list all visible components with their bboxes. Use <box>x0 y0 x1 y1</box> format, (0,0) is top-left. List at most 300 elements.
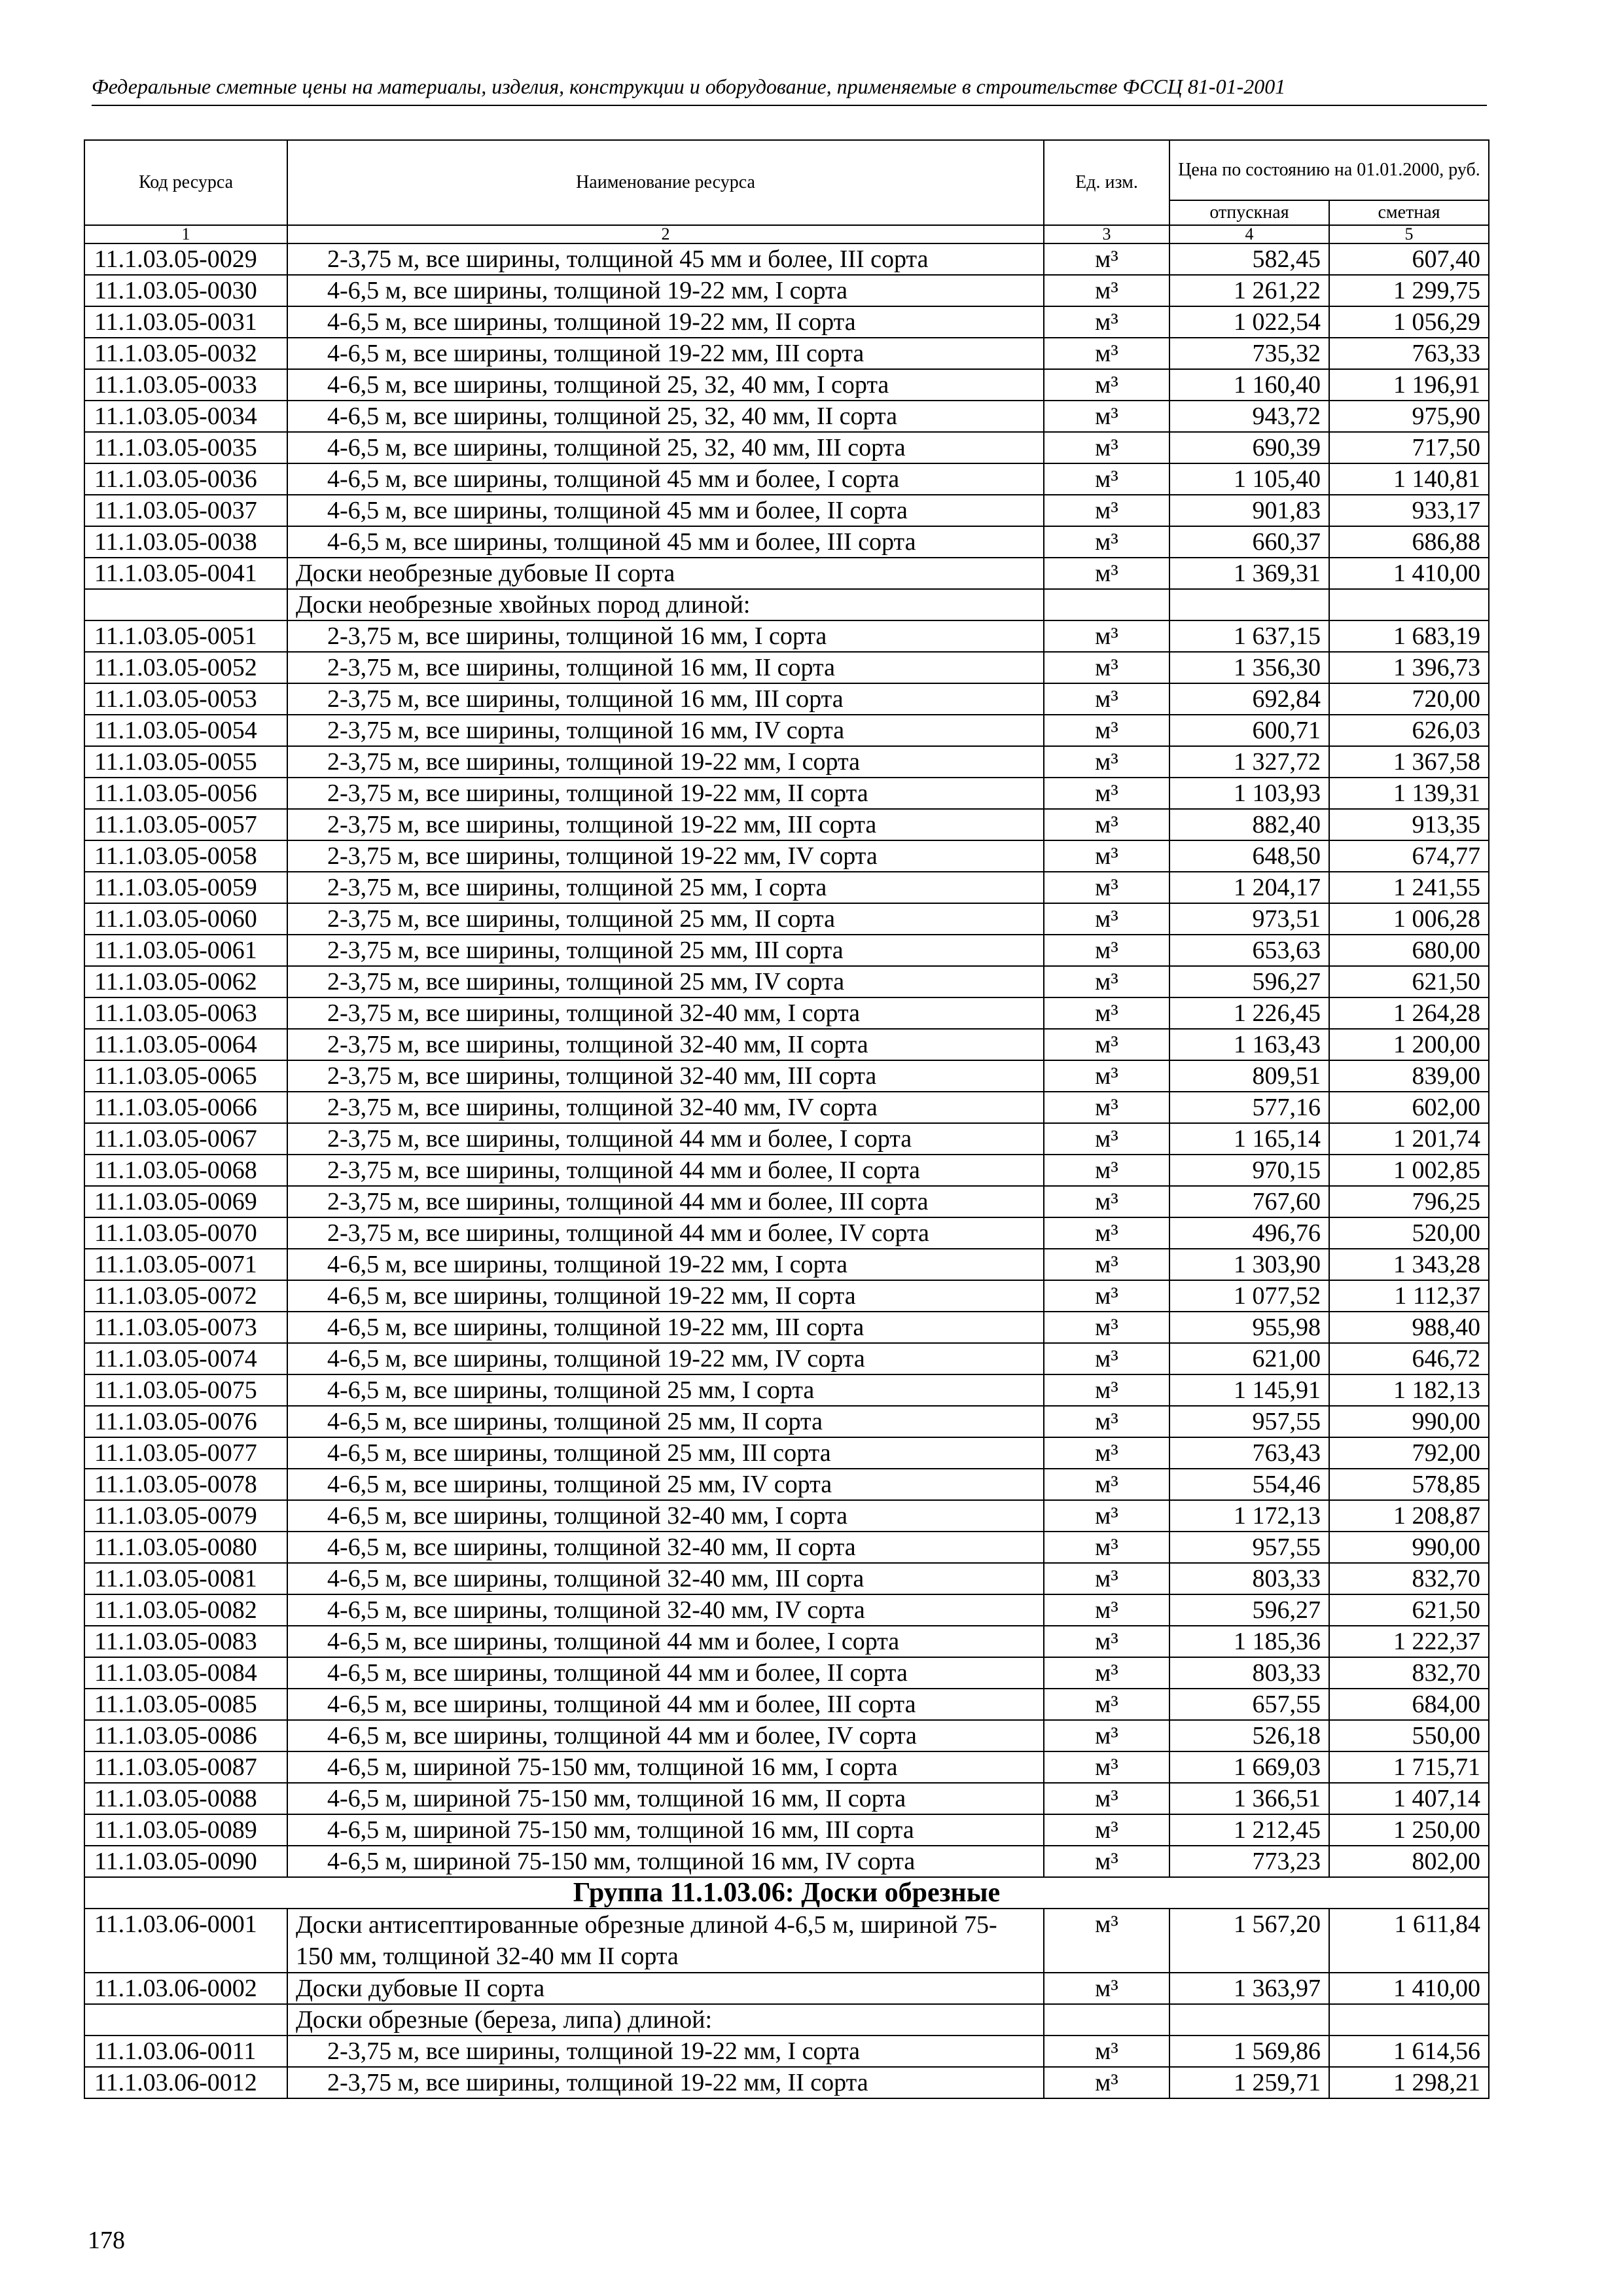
code-cell: 11.1.03.05-0079 <box>84 1500 287 1532</box>
table-row <box>84 1186 1489 1217</box>
unit-cell: м³ <box>1044 463 1169 495</box>
code-cell: 11.1.03.05-0052 <box>84 652 287 683</box>
name-cell: 2-3,75 м, все ширины, толщиной 32-40 мм, I сорта <box>287 997 1044 1029</box>
release-price-cell: 973,51 <box>1169 903 1329 935</box>
unit-cell: м³ <box>1044 338 1169 369</box>
name-cell: 4-6,5 м, все ширины, толщиной 19-22 мм, IV сорта <box>287 1343 1044 1374</box>
unit-cell: м³ <box>1044 369 1169 401</box>
table-row <box>84 1751 1489 1783</box>
release-price-cell: 1 145,91 <box>1169 1374 1329 1406</box>
estimate-price-cell: 1 200,00 <box>1329 1029 1489 1060</box>
code-cell: 11.1.03.05-0078 <box>84 1469 287 1500</box>
table-row <box>84 369 1489 401</box>
estimate-price-cell: 1 006,28 <box>1329 903 1489 935</box>
release-price-cell: 773,23 <box>1169 1846 1329 1877</box>
unit-cell: м³ <box>1044 1751 1169 1783</box>
estimate-price-cell: 1 410,00 <box>1329 558 1489 589</box>
estimate-price-cell: 975,90 <box>1329 401 1489 432</box>
unit-cell: м³ <box>1044 840 1169 872</box>
estimate-price-cell: 1 367,58 <box>1329 746 1489 778</box>
unit-cell: м³ <box>1044 1060 1169 1092</box>
release-price-cell: 957,55 <box>1169 1406 1329 1437</box>
code-cell: 11.1.03.05-0071 <box>84 1249 287 1280</box>
unit-cell: м³ <box>1044 903 1169 935</box>
name-cell: 4-6,5 м, все ширины, толщиной 19-22 мм, II сорта <box>287 306 1044 338</box>
name-cell: 4-6,5 м, все ширины, толщиной 44 мм и более, III сорта <box>287 1689 1044 1720</box>
table-row <box>84 1783 1489 1814</box>
table-row <box>84 1594 1489 1626</box>
estimate-price-cell: 550,00 <box>1329 1720 1489 1751</box>
release-price-cell: 554,46 <box>1169 1469 1329 1500</box>
estimate-price-cell: 832,70 <box>1329 1657 1489 1689</box>
release-price-cell: 901,83 <box>1169 495 1329 526</box>
name-cell: 4-6,5 м, все ширины, толщиной 19-22 мм, I сорта <box>287 275 1044 306</box>
name-cell: 2-3,75 м, все ширины, толщиной 19-22 мм, IV сорта <box>287 840 1044 872</box>
unit-cell: м³ <box>1044 1406 1169 1437</box>
name-cell: 4-6,5 м, все ширины, толщиной 45 мм и более, I сорта <box>287 463 1044 495</box>
unit-cell: м³ <box>1044 1532 1169 1563</box>
release-price-cell: 1 172,13 <box>1169 1500 1329 1532</box>
release-price-cell: 660,37 <box>1169 526 1329 558</box>
table-row <box>84 1626 1489 1657</box>
code-cell: 11.1.03.05-0086 <box>84 1720 287 1751</box>
name-cell: 2-3,75 м, все ширины, толщиной 16 мм, IV сорта <box>287 715 1044 746</box>
unit-cell: м³ <box>1044 652 1169 683</box>
code-cell: 11.1.03.05-0056 <box>84 778 287 809</box>
table-row <box>84 935 1489 966</box>
name-cell: 2-3,75 м, все ширины, толщиной 19-22 мм, II сорта <box>287 2067 1044 2098</box>
code-cell: 11.1.03.05-0069 <box>84 1186 287 1217</box>
table-row <box>84 809 1489 840</box>
unit-cell: м³ <box>1044 778 1169 809</box>
estimate-price-cell: 839,00 <box>1329 1060 1489 1092</box>
name-cell: 2-3,75 м, все ширины, толщиной 25 мм, IV сорта <box>287 966 1044 997</box>
release-price-cell: 803,33 <box>1169 1657 1329 1689</box>
table-row <box>84 1123 1489 1155</box>
release-price-cell <box>1169 589 1329 620</box>
unit-cell: м³ <box>1044 1217 1169 1249</box>
estimate-price-cell: 763,33 <box>1329 338 1489 369</box>
release-price-cell: 1 160,40 <box>1169 369 1329 401</box>
release-price-cell: 1 261,22 <box>1169 275 1329 306</box>
name-cell: 2-3,75 м, все ширины, толщиной 16 мм, III сорта <box>287 683 1044 715</box>
name-cell: 4-6,5 м, все ширины, толщиной 19-22 мм, I сорта <box>287 1249 1044 1280</box>
column-number: 4 <box>1169 225 1329 243</box>
unit-cell: м³ <box>1044 1312 1169 1343</box>
table-row <box>84 1249 1489 1280</box>
table-row <box>84 1374 1489 1406</box>
estimate-price-cell: 680,00 <box>1329 935 1489 966</box>
unit-cell: м³ <box>1044 872 1169 903</box>
code-cell: 11.1.03.05-0080 <box>84 1532 287 1563</box>
table-row <box>84 1217 1489 1249</box>
table-row <box>84 1846 1489 1877</box>
name-cell: 2-3,75 м, все ширины, толщиной 25 мм, II сорта <box>287 903 1044 935</box>
release-price-cell <box>1169 2004 1329 2036</box>
table-row <box>84 1060 1489 1092</box>
estimate-price-cell: 684,00 <box>1329 1689 1489 1720</box>
code-cell: 11.1.03.05-0085 <box>84 1689 287 1720</box>
unit-cell: м³ <box>1044 558 1169 589</box>
unit-cell: м³ <box>1044 809 1169 840</box>
name-cell: 2-3,75 м, все ширины, толщиной 44 мм и более, II сорта <box>287 1155 1044 1186</box>
release-price-cell: 1 212,45 <box>1169 1814 1329 1846</box>
release-price-cell: 496,76 <box>1169 1217 1329 1249</box>
table-row <box>84 558 1489 589</box>
code-cell: 11.1.03.06-0012 <box>84 2067 287 2098</box>
code-cell: 11.1.03.05-0054 <box>84 715 287 746</box>
code-cell: 11.1.03.05-0077 <box>84 1437 287 1469</box>
name-cell: 2-3,75 м, все ширины, толщиной 45 мм и более, III сорта <box>287 243 1044 275</box>
release-price-cell: 577,16 <box>1169 1092 1329 1123</box>
code-cell: 11.1.03.05-0083 <box>84 1626 287 1657</box>
name-cell: 4-6,5 м, все ширины, толщиной 44 мм и более, I сорта <box>287 1626 1044 1657</box>
table-row <box>84 1563 1489 1594</box>
code-cell: 11.1.03.05-0059 <box>84 872 287 903</box>
name-cell: 4-6,5 м, шириной 75-150 мм, толщиной 16 мм, IV сорта <box>287 1846 1044 1877</box>
unit-cell: м³ <box>1044 243 1169 275</box>
unit-cell: м³ <box>1044 1186 1169 1217</box>
code-cell: 11.1.03.05-0057 <box>84 809 287 840</box>
table-row <box>84 872 1489 903</box>
release-price-cell: 1 105,40 <box>1169 463 1329 495</box>
group-title: Группа 11.1.03.06: Доски обрезные <box>84 1877 1489 1909</box>
table-row <box>84 1973 1489 2004</box>
code-cell: 11.1.03.05-0051 <box>84 620 287 652</box>
unit-cell: м³ <box>1044 620 1169 652</box>
code-cell: 11.1.03.05-0060 <box>84 903 287 935</box>
estimate-price-cell <box>1329 2004 1489 2036</box>
release-price-cell: 1 185,36 <box>1169 1626 1329 1657</box>
code-cell: 11.1.03.05-0055 <box>84 746 287 778</box>
estimate-price-cell: 674,77 <box>1329 840 1489 872</box>
name-cell: 2-3,75 м, все ширины, толщиной 44 мм и более, IV сорта <box>287 1217 1044 1249</box>
estimate-price-cell: 1 611,84 <box>1329 1909 1489 1973</box>
name-cell: 2-3,75 м, все ширины, толщиной 19-22 мм, III сорта <box>287 809 1044 840</box>
table-row <box>84 1877 1489 1909</box>
table-row <box>84 306 1489 338</box>
name-cell: 2-3,75 м, все ширины, толщиной 44 мм и более, III сорта <box>287 1186 1044 1217</box>
estimate-price-cell <box>1329 589 1489 620</box>
code-cell: 11.1.03.05-0030 <box>84 275 287 306</box>
release-price-cell: 653,63 <box>1169 935 1329 966</box>
unit-cell: м³ <box>1044 1594 1169 1626</box>
unit-cell: м³ <box>1044 966 1169 997</box>
release-price-cell: 809,51 <box>1169 1060 1329 1092</box>
name-cell: 4-6,5 м, все ширины, толщиной 25 мм, III сорта <box>287 1437 1044 1469</box>
estimate-price-cell: 1 208,87 <box>1329 1500 1489 1532</box>
code-cell: 11.1.03.05-0031 <box>84 306 287 338</box>
table-row <box>84 338 1489 369</box>
unit-cell: м³ <box>1044 495 1169 526</box>
name-cell: 4-6,5 м, все ширины, толщиной 19-22 мм, II сорта <box>287 1280 1044 1312</box>
release-price-cell: 1 569,86 <box>1169 2036 1329 2067</box>
unit-cell: м³ <box>1044 1689 1169 1720</box>
release-price-cell: 1 637,15 <box>1169 620 1329 652</box>
code-cell: 11.1.03.05-0036 <box>84 463 287 495</box>
code-cell: 11.1.03.05-0082 <box>84 1594 287 1626</box>
unit-cell <box>1044 2004 1169 2036</box>
code-cell: 11.1.03.05-0066 <box>84 1092 287 1123</box>
code-cell: 11.1.03.05-0075 <box>84 1374 287 1406</box>
table-row <box>84 495 1489 526</box>
estimate-price-cell: 792,00 <box>1329 1437 1489 1469</box>
table-row <box>84 432 1489 463</box>
code-cell: 11.1.03.05-0062 <box>84 966 287 997</box>
table-row <box>84 589 1489 620</box>
estimate-price-cell: 1 343,28 <box>1329 1249 1489 1280</box>
code-cell: 11.1.03.05-0037 <box>84 495 287 526</box>
estimate-price-cell: 602,00 <box>1329 1092 1489 1123</box>
code-cell: 11.1.03.05-0076 <box>84 1406 287 1437</box>
unit-cell: м³ <box>1044 1280 1169 1312</box>
name-cell: 4-6,5 м, шириной 75-150 мм, толщиной 16 мм, II сорта <box>287 1783 1044 1814</box>
estimate-price-cell: 832,70 <box>1329 1563 1489 1594</box>
unit-cell: м³ <box>1044 432 1169 463</box>
header-name: Наименование ресурса <box>287 140 1044 225</box>
release-price-cell: 1 369,31 <box>1169 558 1329 589</box>
name-cell: 4-6,5 м, все ширины, толщиной 25, 32, 40 мм, III сорта <box>287 432 1044 463</box>
estimate-price-cell: 990,00 <box>1329 1532 1489 1563</box>
unit-cell: м³ <box>1044 935 1169 966</box>
estimate-price-cell: 1 396,73 <box>1329 652 1489 683</box>
subheader-cell: Доски необрезные хвойных пород длиной: <box>287 589 1044 620</box>
code-cell: 11.1.03.05-0058 <box>84 840 287 872</box>
unit-cell: м³ <box>1044 1814 1169 1846</box>
name-cell: 4-6,5 м, все ширины, толщиной 25 мм, IV сорта <box>287 1469 1044 1500</box>
unit-cell: м³ <box>1044 1155 1169 1186</box>
estimate-price-cell: 1 002,85 <box>1329 1155 1489 1186</box>
release-price-cell: 600,71 <box>1169 715 1329 746</box>
estimate-price-cell: 1 139,31 <box>1329 778 1489 809</box>
name-cell: 4-6,5 м, все ширины, толщиной 32-40 мм, II сорта <box>287 1532 1044 1563</box>
unit-cell: м³ <box>1044 1343 1169 1374</box>
table-row <box>84 243 1489 275</box>
name-cell: 2-3,75 м, все ширины, толщиной 44 мм и более, I сорта <box>287 1123 1044 1155</box>
code-cell: 11.1.03.05-0032 <box>84 338 287 369</box>
table-row <box>84 1814 1489 1846</box>
unit-cell: м³ <box>1044 1123 1169 1155</box>
release-price-cell: 1 669,03 <box>1169 1751 1329 1783</box>
estimate-price-cell: 1 196,91 <box>1329 369 1489 401</box>
table-row <box>84 2004 1489 2036</box>
table-row <box>84 1689 1489 1720</box>
table-row <box>84 903 1489 935</box>
table-row <box>84 2036 1489 2067</box>
unit-cell: м³ <box>1044 401 1169 432</box>
code-cell: 11.1.03.05-0053 <box>84 683 287 715</box>
column-number: 2 <box>287 225 1044 243</box>
estimate-price-cell: 1 264,28 <box>1329 997 1489 1029</box>
estimate-price-cell: 913,35 <box>1329 809 1489 840</box>
name-cell: 4-6,5 м, все ширины, толщиной 19-22 мм, III сорта <box>287 338 1044 369</box>
code-cell: 11.1.03.05-0073 <box>84 1312 287 1343</box>
name-cell: 2-3,75 м, все ширины, толщиной 32-40 мм, III сорта <box>287 1060 1044 1092</box>
code-cell: 11.1.03.05-0090 <box>84 1846 287 1877</box>
unit-cell: м³ <box>1044 1563 1169 1594</box>
code-cell: 11.1.03.05-0061 <box>84 935 287 966</box>
release-price-cell: 621,00 <box>1169 1343 1329 1374</box>
estimate-price-cell: 1 056,29 <box>1329 306 1489 338</box>
name-cell: 2-3,75 м, все ширины, толщиной 16 мм, II сорта <box>287 652 1044 683</box>
unit-cell: м³ <box>1044 1973 1169 2004</box>
release-price-cell: 1 204,17 <box>1169 872 1329 903</box>
estimate-price-cell: 621,50 <box>1329 1594 1489 1626</box>
estimate-price-cell: 1 182,13 <box>1329 1374 1489 1406</box>
release-price-cell: 735,32 <box>1169 338 1329 369</box>
release-price-cell: 1 356,30 <box>1169 652 1329 683</box>
column-number: 3 <box>1044 225 1169 243</box>
name-cell: 2-3,75 м, все ширины, толщиной 19-22 мм, I сорта <box>287 746 1044 778</box>
name-cell: 2-3,75 м, все ширины, толщиной 32-40 мм, II сорта <box>287 1029 1044 1060</box>
release-price-cell: 955,98 <box>1169 1312 1329 1343</box>
name-cell: 4-6,5 м, шириной 75-150 мм, толщиной 16 мм, I сорта <box>287 1751 1044 1783</box>
code-cell: 11.1.03.06-0011 <box>84 2036 287 2067</box>
code-cell <box>84 589 287 620</box>
table-row <box>84 1657 1489 1689</box>
name-cell: Доски дубовые II сорта <box>287 1973 1044 2004</box>
estimate-price-cell: 802,00 <box>1329 1846 1489 1877</box>
estimate-price-cell: 717,50 <box>1329 432 1489 463</box>
name-cell: 4-6,5 м, все ширины, толщиной 32-40 мм, I сорта <box>287 1500 1044 1532</box>
name-cell: 4-6,5 м, все ширины, толщиной 25, 32, 40 мм, I сорта <box>287 369 1044 401</box>
release-price-cell: 1 259,71 <box>1169 2067 1329 2098</box>
name-cell: 2-3,75 м, все ширины, толщиной 25 мм, I сорта <box>287 872 1044 903</box>
unit-cell: м³ <box>1044 1720 1169 1751</box>
estimate-price-cell: 720,00 <box>1329 683 1489 715</box>
estimate-price-cell: 621,50 <box>1329 966 1489 997</box>
code-cell: 11.1.03.06-0002 <box>84 1973 287 2004</box>
release-price-cell: 882,40 <box>1169 809 1329 840</box>
release-price-cell: 596,27 <box>1169 966 1329 997</box>
estimate-price-cell: 1 298,21 <box>1329 2067 1489 2098</box>
estimate-price-cell: 1 250,00 <box>1329 1814 1489 1846</box>
release-price-cell: 1 077,52 <box>1169 1280 1329 1312</box>
name-cell: 4-6,5 м, все ширины, толщиной 45 мм и более, II сорта <box>287 495 1044 526</box>
release-price-cell: 526,18 <box>1169 1720 1329 1751</box>
unit-cell <box>1044 589 1169 620</box>
estimate-price-cell: 607,40 <box>1329 243 1489 275</box>
name-cell: 4-6,5 м, все ширины, толщиной 25 мм, II сорта <box>287 1406 1044 1437</box>
release-price-cell: 1 303,90 <box>1169 1249 1329 1280</box>
estimate-price-cell: 796,25 <box>1329 1186 1489 1217</box>
code-cell: 11.1.03.05-0089 <box>84 1814 287 1846</box>
estimate-price-cell: 1 241,55 <box>1329 872 1489 903</box>
table-body <box>84 243 1489 2098</box>
name-cell: 4-6,5 м, все ширины, толщиной 44 мм и более, IV сорта <box>287 1720 1044 1751</box>
estimate-price-cell: 1 683,19 <box>1329 620 1489 652</box>
code-cell: 11.1.03.05-0035 <box>84 432 287 463</box>
estimate-price-cell: 1 614,56 <box>1329 2036 1489 2067</box>
table-row <box>84 1437 1489 1469</box>
name-cell: 2-3,75 м, все ширины, толщиной 19-22 мм, II сорта <box>287 778 1044 809</box>
name-cell: 2-3,75 м, все ширины, толщиной 16 мм, I сорта <box>287 620 1044 652</box>
table-row <box>84 1343 1489 1374</box>
unit-cell: м³ <box>1044 715 1169 746</box>
code-cell: 11.1.03.05-0084 <box>84 1657 287 1689</box>
release-price-cell: 970,15 <box>1169 1155 1329 1186</box>
release-price-cell: 692,84 <box>1169 683 1329 715</box>
unit-cell: м³ <box>1044 2067 1169 2098</box>
column-number: 5 <box>1329 225 1489 243</box>
name-cell: 4-6,5 м, все ширины, толщиной 45 мм и более, III сорта <box>287 526 1044 558</box>
header-estimate-price: сметная <box>1329 200 1489 225</box>
name-cell: 2-3,75 м, все ширины, толщиной 25 мм, III сорта <box>287 935 1044 966</box>
unit-cell: м³ <box>1044 1092 1169 1123</box>
header-price: Цена по состоянию на 01.01.2000, руб. <box>1169 140 1489 200</box>
release-price-cell: 803,33 <box>1169 1563 1329 1594</box>
table-row <box>84 997 1489 1029</box>
code-cell: 11.1.03.05-0067 <box>84 1123 287 1155</box>
estimate-price-cell: 646,72 <box>1329 1343 1489 1374</box>
unit-cell: м³ <box>1044 526 1169 558</box>
code-cell: 11.1.03.05-0087 <box>84 1751 287 1783</box>
code-cell: 11.1.03.05-0064 <box>84 1029 287 1060</box>
unit-cell: м³ <box>1044 683 1169 715</box>
code-cell: 11.1.03.05-0072 <box>84 1280 287 1312</box>
unit-cell: м³ <box>1044 1249 1169 1280</box>
estimate-price-cell: 1 299,75 <box>1329 275 1489 306</box>
estimate-price-cell: 520,00 <box>1329 1217 1489 1249</box>
table-row <box>84 463 1489 495</box>
name-cell: 4-6,5 м, все ширины, толщиной 25, 32, 40 мм, II сорта <box>287 401 1044 432</box>
unit-cell: м³ <box>1044 1469 1169 1500</box>
estimate-price-cell: 686,88 <box>1329 526 1489 558</box>
unit-cell: м³ <box>1044 275 1169 306</box>
code-cell: 11.1.03.05-0088 <box>84 1783 287 1814</box>
table-row <box>84 840 1489 872</box>
release-price-cell: 657,55 <box>1169 1689 1329 1720</box>
unit-cell: м³ <box>1044 2036 1169 2067</box>
running-header: Федеральные сметные цены на материалы, изделия, конструкции и оборудование, применяемые в строительстве ФССЦ 81-01-2001 <box>92 75 1286 98</box>
release-price-cell: 1 226,45 <box>1169 997 1329 1029</box>
table-row <box>84 1280 1489 1312</box>
estimate-price-cell: 1 407,14 <box>1329 1783 1489 1814</box>
table-row <box>84 1092 1489 1123</box>
name-cell: Доски антисептированные обрезные длиной 4-6,5 м, шириной 75- 150 мм, толщиной 32-40 мм II сорта <box>287 1909 1044 1973</box>
page-number: 178 <box>88 2227 125 2254</box>
code-cell: 11.1.03.05-0063 <box>84 997 287 1029</box>
table-row <box>84 1909 1489 1973</box>
unit-cell: м³ <box>1044 1626 1169 1657</box>
table-row <box>84 1469 1489 1500</box>
release-price-cell: 943,72 <box>1169 401 1329 432</box>
name-cell: 4-6,5 м, все ширины, толщиной 44 мм и более, II сорта <box>287 1657 1044 1689</box>
name-cell: Доски необрезные дубовые II сорта <box>287 558 1044 589</box>
unit-cell: м³ <box>1044 1374 1169 1406</box>
name-cell: 4-6,5 м, все ширины, толщиной 32-40 мм, III сорта <box>287 1563 1044 1594</box>
table-row <box>84 966 1489 997</box>
table-row <box>84 746 1489 778</box>
table-row <box>84 778 1489 809</box>
name-cell: 4-6,5 м, все ширины, толщиной 19-22 мм, III сорта <box>287 1312 1044 1343</box>
table-row <box>84 715 1489 746</box>
code-cell: 11.1.03.05-0068 <box>84 1155 287 1186</box>
unit-cell: м³ <box>1044 1783 1169 1814</box>
estimate-price-cell: 1 410,00 <box>1329 1973 1489 2004</box>
code-cell: 11.1.03.05-0034 <box>84 401 287 432</box>
release-price-cell: 1 165,14 <box>1169 1123 1329 1155</box>
release-price-cell: 1 363,97 <box>1169 1973 1329 2004</box>
release-price-cell: 1 163,43 <box>1169 1029 1329 1060</box>
table-row <box>84 401 1489 432</box>
header-code: Код ресурса <box>84 140 287 225</box>
header-rule <box>92 105 1487 106</box>
unit-cell: м³ <box>1044 997 1169 1029</box>
code-cell: 11.1.03.06-0001 <box>84 1909 287 1973</box>
name-cell: 2-3,75 м, все ширины, толщиной 19-22 мм, I сорта <box>287 2036 1044 2067</box>
release-price-cell: 767,60 <box>1169 1186 1329 1217</box>
